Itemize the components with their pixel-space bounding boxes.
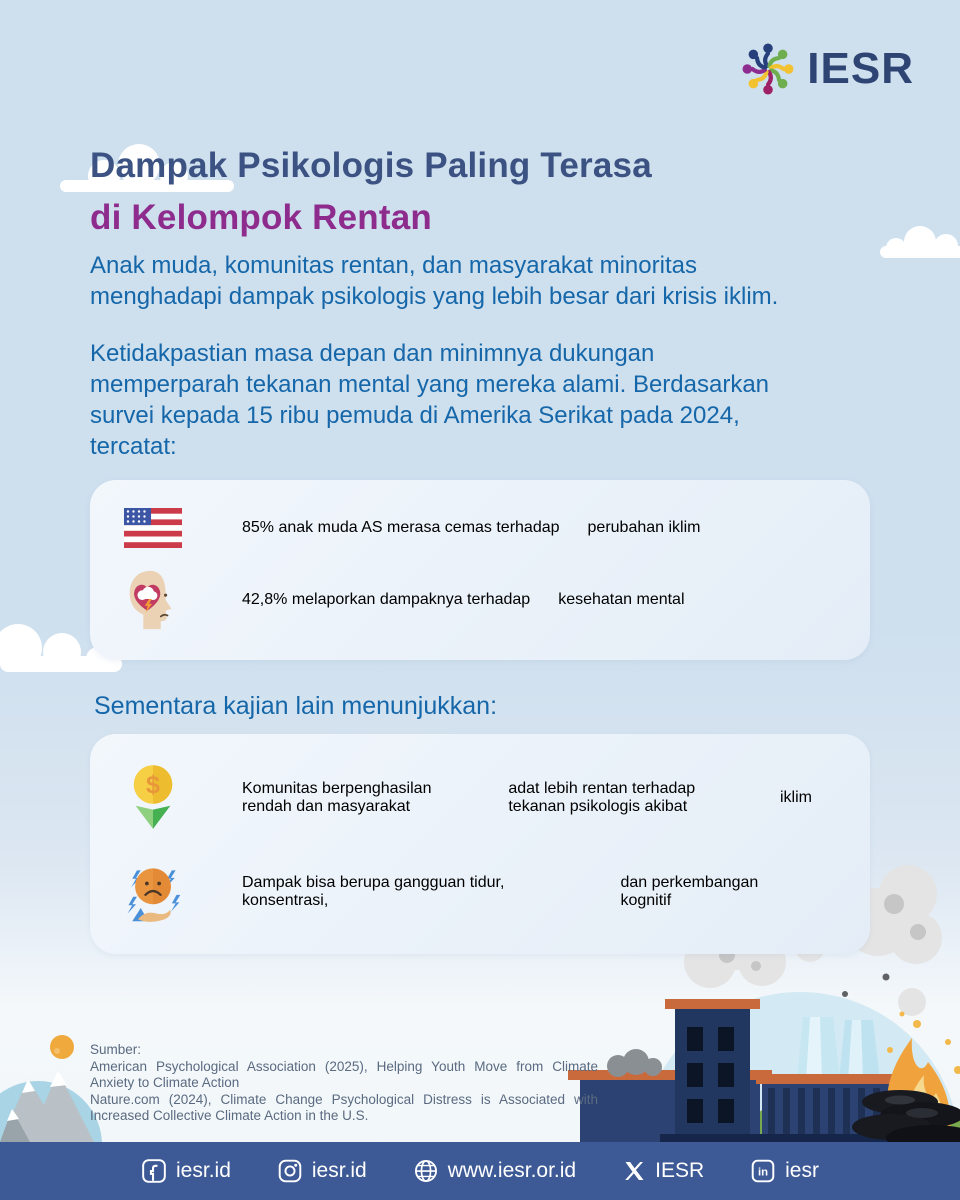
x-icon — [622, 1159, 646, 1183]
findings-card — [90, 734, 870, 954]
intro-p1-line: Anak muda, komunitas rentan, dan masyarakat minoritas — [90, 252, 697, 279]
social-label: IESR — [655, 1159, 705, 1182]
anxious-head-icon — [120, 568, 186, 632]
section-heading: Sementara kajian lain menunjukkan: — [94, 692, 498, 720]
stats-card — [90, 480, 870, 660]
stressed-face-icon — [120, 859, 186, 925]
social-link-facebook[interactable] — [141, 1158, 231, 1184]
cloud-icon — [848, 220, 960, 262]
us-flag-icon — [120, 508, 186, 548]
stat-item: 42,8% melaporkan dampaknya terhadap kesehatan mental — [120, 568, 840, 632]
stat-value: 42,8% — [242, 591, 288, 608]
social-label: www.iesr.or.id — [447, 1159, 577, 1182]
iesr-pinwheel-icon — [739, 40, 797, 98]
intro-p2-line: tercatat: — [90, 433, 177, 460]
sources — [90, 1042, 598, 1125]
linkedin-icon — [750, 1158, 776, 1184]
intro-p2-line: survei kepada 15 ribu pemuda di Amerika Serikat pada 2024, — [90, 402, 740, 429]
social-link-instagram[interactable] — [277, 1158, 367, 1184]
social-label: iesr — [785, 1159, 819, 1182]
intro-p2-line: memperparah tekanan mental yang mereka alami. Berdasarkan — [90, 371, 770, 398]
page-title — [90, 140, 652, 244]
income-decline-icon — [120, 763, 186, 833]
social-label: iesr.id — [311, 1159, 367, 1182]
globe-icon — [413, 1158, 439, 1184]
intro-paragraph-2 — [90, 338, 769, 462]
page-title-line1: Dampak Psikologis Paling Terasa — [90, 146, 652, 185]
intro-paragraph-1 — [90, 250, 778, 312]
social-label: iesr.id — [176, 1159, 231, 1182]
svg-text:$: $ — [146, 771, 160, 800]
intro-p2-line: Ketidakpastian masa depan dan minimnya dukungan — [90, 340, 655, 367]
svg-text:in: in — [758, 1166, 769, 1179]
social-link-website[interactable] — [413, 1158, 576, 1184]
footer-bar — [0, 1142, 960, 1200]
stat-value: 85% — [242, 519, 275, 536]
finding-item: $ Komunitas berpenghasilan rendah dan masyarakat adat lebih rentan terhadap tekanan psikologis akibat iklim — [120, 763, 840, 833]
instagram-icon — [277, 1158, 303, 1184]
source-entry: Nature.com (2024), Climate Change Psychological Distress is Associated with Increased Collective Climate Action in the U.S. — [90, 1091, 598, 1123]
social-link-linkedin[interactable] — [750, 1158, 819, 1184]
stat-item: 85% anak muda AS merasa cemas terhadap perubahan iklim — [120, 508, 840, 548]
sources-label: Sumber: — [90, 1042, 142, 1057]
social-link-x[interactable] — [622, 1159, 704, 1183]
iesr-logo-text: IESR — [807, 44, 914, 93]
source-entry: American Psychological Association (2025), Helping Youth Move from Climate Anxiety to Climate Action — [90, 1058, 598, 1090]
page-title-line2: di Kelompok Rentan — [90, 198, 432, 237]
facebook-icon — [141, 1158, 167, 1184]
intro-p1-line: menghadapi dampak psikologis yang lebih besar dari krisis iklim. — [90, 283, 779, 310]
finding-item: Dampak bisa berupa gangguan tidur, konsentrasi, dan perkembangan kognitif — [120, 859, 840, 925]
iesr-logo — [739, 40, 914, 98]
